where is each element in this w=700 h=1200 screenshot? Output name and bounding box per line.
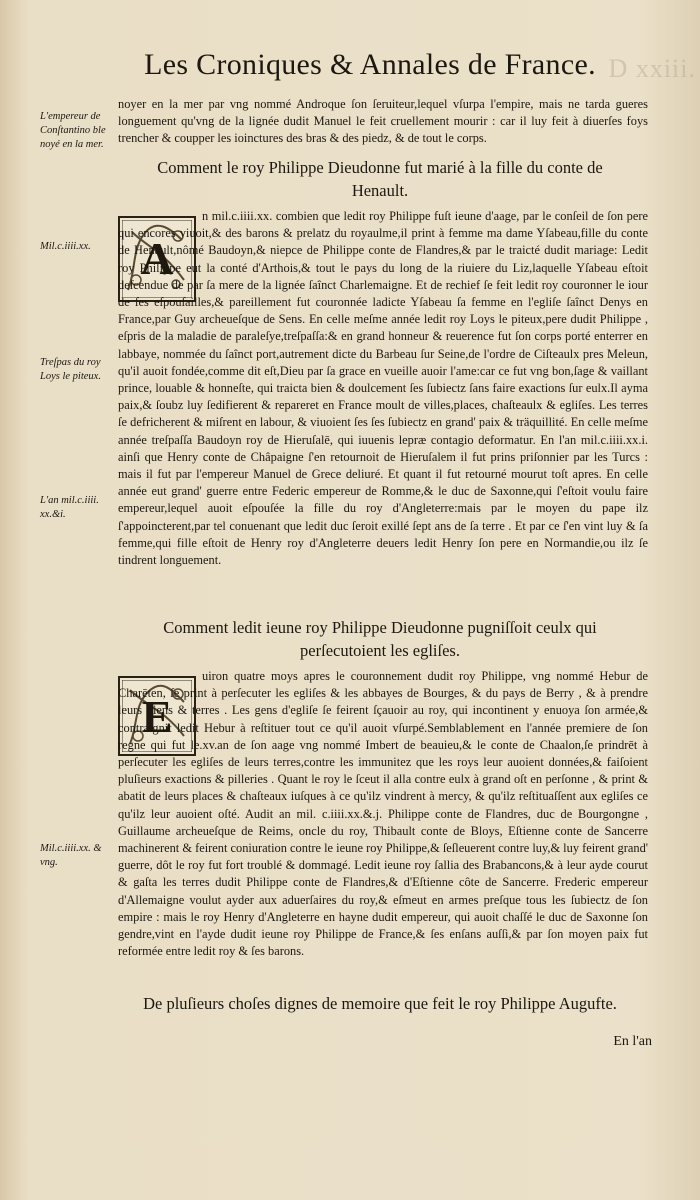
initial-letter: A [140,233,174,284]
margin-note: Mil.c.iiii.xx. [40,241,91,252]
section-heading: Comment le roy Philippe Dieudonne fut marié à la fille du conte de Henault. [157,158,603,200]
paragraph-persecution: uiron quatre moys apres le couronnement dudit roy Philippe, vng nommé Hebur de Charēten, ſe print à perſecuter les egliſes & les abbayes de Bourges, & du pays de Berry , & à prendre leurs biens & terres . Les gens d'egliſe ſe feirent ſçauoir au roy, qui incontinent y enuoya ſon armée,& contraignit ledit Hebur à reſtituer tout ce qu'il auoit vſurpé.Semblablement en l'année premiere de ſon regne qui fut le.xv.an de ſon aage vng nommé Imbert de beauieu,& le conte de Chaalon,ſe prindrēt à perſecuter les egliſes de leurs terres,contre les immunitez que les roys leur auoient données,& faiſoient pluſieurs exactions & pilleries . Quant le roy le ſceut il alla contre eulx à grand oſt en perſonne , & print & abatit de leurs places & chaſteaux iuſques à ce qu'ilz vindrent à mercy, & qu'ilz reſtituaſſent aux egliſes ce qu'ilz leur auoient oſté. Audit an mil. c.iiii.xx.&.j. Philippe conte de Flandres, duc de Bourgongne , Guillaume archeueſque de Reims, oncle du roy, Thibault conte de Bloys, Eſtienne conte de Sancerre machinerent & feirent coniuration contre le ieune roy Philippe,& ſeſleuerent contre luy,& luy feirent grand' guerre, dôt le roy fut fort troublé & dommagé. Ledit ieune roy ſallia des Brabancons,& à leur ayde courut & gaſta les terres dudit Philippe conte de Flandres,& d'Eſtienne côte de Sancerre. Frederic empereur d'Allemaigne voulut ayder aux aduerſaires du roy,& eſmeut en armes preſque tous les ſubiectz de ſon empire : mais le roy Henry d'Angleterre en hayne dudit empereur, qui auoit chaſſé le duc de Saxonne ſon gendre,vint en l'ayde dudit ieune roy Philippe de France,& ſes enſans auſſi,& par ſon moyen paix fut reformée entre ledit roy & ſes barons. [118,669,648,959]
section-heading: De pluſieurs choſes dignes de memoire que feit le roy Philippe Augufte. [143,994,617,1013]
margin-note: L'empereur de Conſtantino ble noyé en la mer. [40,111,106,150]
margin-note: L'an mil.c.iiii. xx.&i. [40,495,99,520]
section-heading: Comment ledit ieune roy Philippe Dieudonne pugniſſoit ceulx qui perſecutoient les egliſes. [163,618,597,660]
initial-letter: E [141,691,173,742]
paragraph-opening: noyer en la mer par vng nommé Androque ſon ſeruiteur,lequel vſurpa l'empire, mais ne tarda gueres longuement qu'vng de la lignée dudit Manuel le feit cruellement mourir : car il luy feit à diuerſes foys trencher & coupper les ioinctures des bras & des piedz, & de tout le corps. [118,97,648,146]
paragraph-marriage: n mil.c.iiii.xx. combien que ledit roy Philippe fuſt ieune d'aage, par le conſeil de ſon pere qui encores viuoit,& des barons & prelatz du royaulme,il print à femme ma dame Yſabeau,fille du conte de Henault,nômé Baudoyn,& niepce de Philippe conte de Flandres,& par le traicté dudit mariage: Ledit roy Philippe eut la conté d'Arthois,& tout le pays du long de la riuiere du Liz,laquelle Yſabeau eſtoit deſcendue de par ſa mere de la lignée ſaînct Charlemaigne. Et de rechief ſe feit ledit roy couronner le iour de ſes eſpouſailles,& pareillement fut couronnée ladicte Yſabeau ſa femme en l'egliſe ſaînct Denys en France,par Guy archeueſque de Sens. En celle meſme année ledit roy Loys le piteux,pere dudit Philippe , eſpris de la maladie de paraleſye,treſpaſſa:& en grand honneur & reuerence fut ſon corps porté enterrer en labbaye, nommée du ſaînct port,autrement dicte du Barbeau ſur Seine,de l'ordre de Ciſteaulx pres Meleun, qu'il auoit fondée,comme dit eſt,Dieu par ſa grace en vueille auoir l'ame:car ce fut vng bon,ſage & vaillant prince, louable & honneſte, qui traicta bien & doulcement ſes ſubiectz ſans faire exactions ſur eulx.Il ayma paix,& ſoubz luy ſedifierent & repareret en France moult de villes,places, chaſteaulx & egliſes. Les terres ſe defricherent & miſrent en labour, & viuoient ſes ſes ſubiectz en grand' paix & träquillité. En celle meſme année treſpaſſa Baudoyn roy de Hieruſalē, qui iuuenis lepræ contagio deformatur. En l'an mil.c.iiii.xx.i. ainſi que Henry conte de Châpaigne ſ'en retournoit de Hieruſalem il fut prins priſonnier par les Turcs : mais il fut par l'empereur Manuel de Grece deliuré. Et quant il fut retourné mourut toſt apres. En celle année eut grand' guerre entre Federic empereur de Romme,& le duc de Saxonne,qui ſ'eſtoit voulu faire empereur,lequel auoit eſpouſée la fille du roy d'Angleterre:mais par le moyen du pape ilz ſ'appoincterent,par tel conuenant que ledit duc ſeroit exillé ſept ans de ſa terre . Et par ce ſ'en vint luy & ſa femme,qui fille eſtoit de Henry roy d'Angleterre deuers ledit Henry ſon pere en Normandie,ou ilz ſe tindrent longuement. [118,209,648,568]
bleed-through-folio: D xxiii. [608,54,696,83]
catchword: En l'an [613,1034,652,1049]
margin-note: Treſpas du roy Loys le piteux. [40,357,101,382]
running-header: Les Croniques & Annales de France. [144,48,596,81]
margin-note: Mil.c.iiii.xx. & vng. [40,843,102,868]
